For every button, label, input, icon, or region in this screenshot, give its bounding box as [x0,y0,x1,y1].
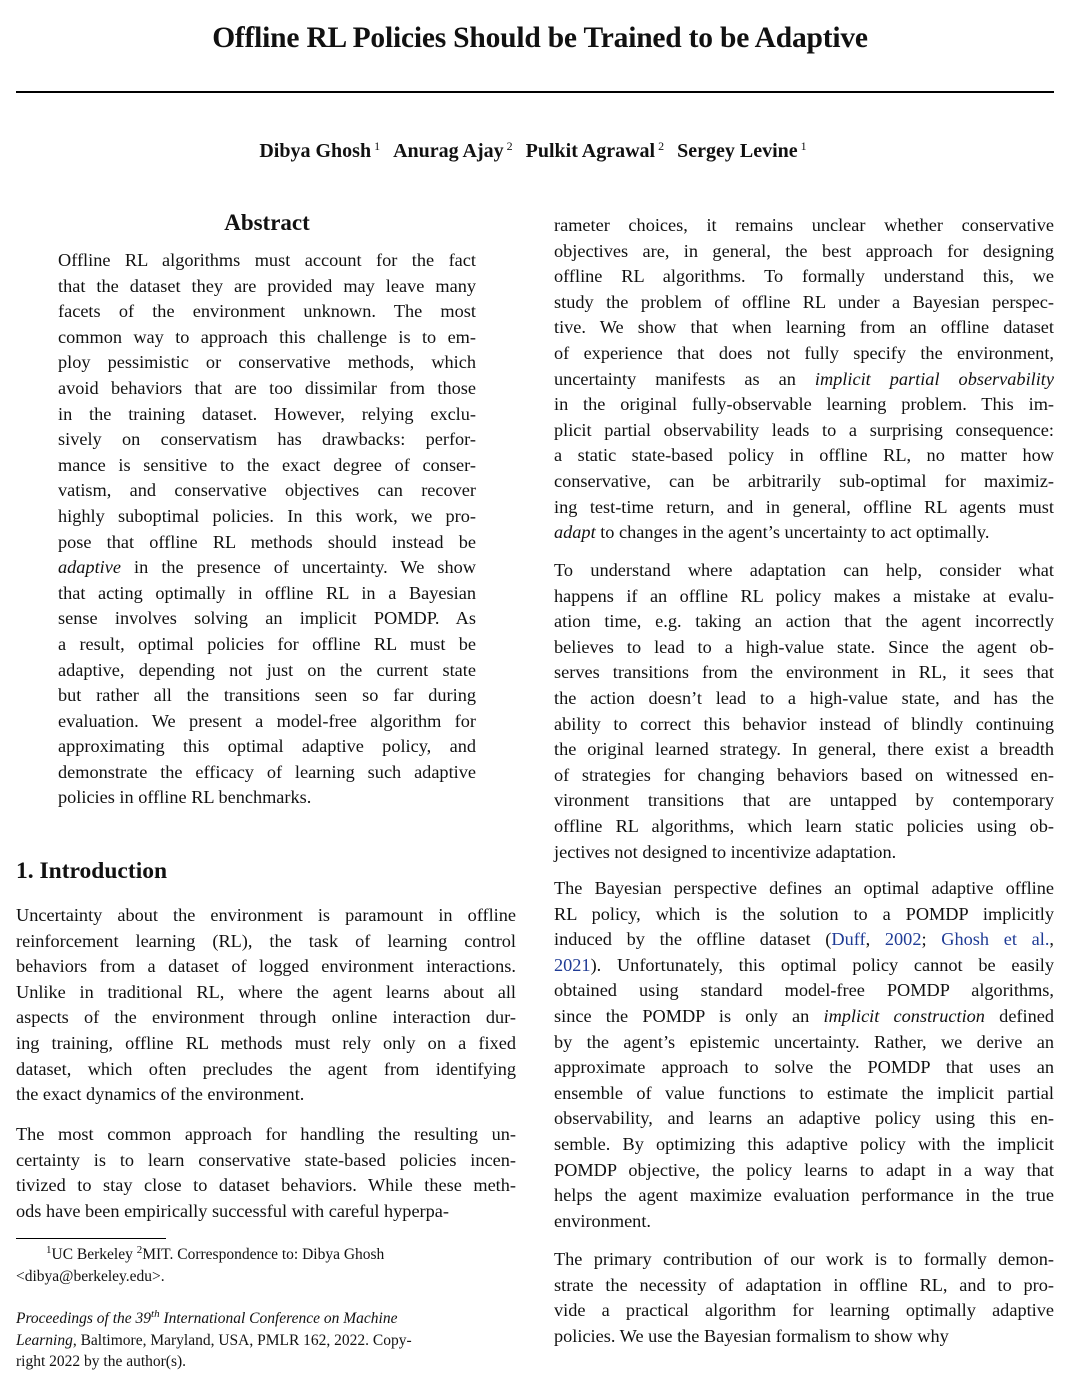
text-line: highly suboptimal policies. In this work, we pro- [58,505,476,526]
affiliation-footnote: $^1$UC Berkeley $^2$MIT. Correspondence to: Dibya Ghosh <dibya@berkeley.edu>. [16,1240,516,1287]
text-line: Unlike in traditional RL, where the agent learns about all [16,981,516,1002]
author-name: Pulkit Agrawal [525,140,656,162]
text-line: a result, optimal policies for offline RL must be [58,633,476,654]
text-line: behaviors from a dataset of logged environment interactions. [16,956,516,977]
text-line: a static state-based policy in offline RL, no matter how [554,445,1054,466]
affiliation-2: MIT. Correspondence to: Dibya Ghosh [142,1246,385,1263]
text-line: adaptive, depending not just on the current state [58,659,476,680]
text-line: policies in offline RL benchmarks. [58,787,312,808]
body-paragraph [554,558,1054,865]
text-line: of strategies for changing behaviors based on witnessed en- [554,764,1054,785]
author [393,140,513,162]
footnote-rule [16,1238,166,1239]
text-line: happens if an offline RL policy makes a mistake at evalu- [554,585,1054,606]
text-line: ods have been empirically successful with careful hyperpa- [16,1200,449,1221]
author-affiliation: 1 [800,139,807,153]
text-line: study the problem of offline RL under a Bayesian perspec- [554,291,1054,312]
text-line: vide a practical algorithm for learning optimally adaptive [554,1300,1054,1321]
affiliation-1: UC Berkeley [51,1246,133,1263]
author [677,140,807,162]
text-line: The most common approach for handling the resulting un- [16,1124,516,1144]
text-line: aspects of the environment through online interaction dur- [16,1007,516,1028]
introduction-paragraph [16,903,516,1108]
text-line: certainty is to learn conservative state-based policies incen- [16,1149,516,1170]
text-line: rameter choices, it remains unclear whether conservative [554,215,1054,235]
text-line: facets of the environment unknown. The most [58,301,476,322]
text-line: the action doesn’t lead to a high-value state, and has the [554,687,1054,708]
citation-link[interactable]: Duff [831,929,866,950]
text-line: the exact dynamics of the environment. [16,1084,305,1105]
text-line: sively on conservatism has drawbacks: perfor- [58,429,476,450]
text-line: strate the necessity of adaptation in offline RL, and to pro- [554,1274,1054,1295]
author [259,140,380,162]
text-line: that the dataset they are provided may leave many [58,275,476,296]
text-line: believes to lead to a high-value state. Since the agent ob- [554,636,1054,657]
text-line: approximate approach to solve the POMDP that uses an [554,1057,1054,1078]
paper-title: Offline RL Policies Should be Trained to be Adaptive [212,22,868,54]
text-line: reinforcement learning (RL), the task of learning control [16,930,516,951]
text-line: plicit partial observability leads to a surprising consequence: [554,419,1054,440]
text-line: To understand where adaptation can help, consider what [554,560,1054,580]
author-list [0,139,1066,163]
author-affiliation: 2 [506,139,513,153]
text-line: vironment transitions that are untapped by contemporary [554,790,1054,811]
text-line: conservative, can be arbitrarily sub-optimal for maximiz- [554,470,1054,491]
author-name: Dibya Ghosh [259,140,372,162]
text-line: ing test-time return, and in general, offline RL agents must [554,496,1054,517]
text-line: but rather all the transitions seen so far during [58,685,476,706]
emphasis: adaptive [58,557,121,578]
text-line: in the training dataset. However, relying exclu- [58,403,476,424]
text-line: vatism, and conservative objectives can recover [58,480,476,501]
text-line: evaluation. We present a model-free algorithm for [58,710,476,731]
text-line: Offline RL algorithms must account for the fact [58,250,476,270]
text-line: in the original fully-observable learning problem. This im- [554,394,1054,415]
abstract-heading: Abstract [224,210,310,235]
text-line: 2021). Unfortunately, this optimal policy cannot be easily [554,954,1054,975]
text-line: common way to approach this challenge is to em- [58,326,476,347]
text-line: by the agent’s epistemic uncertainty. Rather, we derive an [554,1031,1054,1052]
author-affiliation: 1 [374,139,381,153]
text-line: tive. We show that when learning from an offline dataset [554,317,1054,338]
text-line: ensemble of value functions to estimate the implicit partial [554,1082,1054,1103]
text-line: that acting optimally in offline RL in a Bayesian [58,582,476,603]
text-line: POMDP objective, the policy learns to adapt in a way that [554,1159,1054,1180]
text-line: pose that offline RL methods should instead be [58,531,476,552]
text-line: since the POMDP is only an implicit construction defined [554,1005,1054,1026]
body-paragraph [554,1247,1054,1349]
text-line: serves transitions from the environment in RL, it sees that [554,662,1054,683]
text-line: adapt to changes in the agent’s uncertainty to act optimally. [554,522,990,543]
text-line: ation time, e.g. taking an action that the agent incorrectly [554,611,1054,632]
text-line: ability to correct this behavior instead of blindly continuing [554,713,1054,734]
text-line: approximating this optimal adaptive policy, and [58,736,476,757]
text-line: helps the agent maximize evaluation performance in the true [554,1185,1054,1206]
text-line: Uncertainty about the environment is paramount in offline [16,905,516,925]
author-name: Anurag Ajay [393,140,504,162]
text-line: of experience that does not fully specify the environment, [554,342,1054,363]
text-line: offline RL algorithms, which learn static policies using ob- [554,815,1054,836]
author-affiliation: 2 [658,139,665,153]
text-line: The primary contribution of our work is to formally demon- [554,1249,1054,1269]
emphasis: adapt [554,522,596,543]
correspondence-email: <dibya@berkeley.edu>. [16,1267,165,1285]
text-line: adaptive in the presence of uncertainty. We show [58,557,476,578]
text-line: tivized to stay close to dataset behaviors. While these meth- [16,1175,516,1196]
text-line: uncertainty manifests as an implicit partial observability [554,368,1054,389]
copyright-line: right 2022 by the author(s). [16,1353,187,1370]
body-paragraph [554,876,1054,1234]
text-line: ploy pessimistic or conservative methods, which [58,352,476,373]
text-line: the original learned strategy. In general, there exist a breadth [554,739,1054,760]
text-line: objectives are, in general, the best approach for designing [554,240,1054,261]
emphasis: implicit construction [823,1005,985,1026]
introduction-paragraph [16,1122,516,1224]
text-line: avoid behaviors that are too dissimilar from those [58,377,476,398]
text-line: semble. By optimizing this adaptive policy with the implicit [554,1133,1054,1154]
body-paragraph [554,213,1054,546]
text-line: induced by the offline dataset (Duff, 2002; Ghosh et al., [554,929,1054,950]
text-line: offline RL algorithms. To formally understand this, we [554,266,1054,287]
author-name: Sergey Levine [677,140,798,162]
citation-link[interactable]: 2002 [884,929,922,950]
proceedings-venue: Proceedings of the 39 [16,1310,152,1327]
text-line: mance is sensitive to the exact degree of conser- [58,454,476,475]
text-line: The Bayesian perspective defines an optimal adaptive offline [554,878,1054,898]
text-line: obtained using standard model-free POMDP algorithms, [554,980,1054,1001]
author [526,140,664,162]
text-line: RL policy, which is the solution to a POMDP implicitly [554,903,1054,924]
text-line: jectives not designed to incentivize adaptation. [554,841,897,862]
emphasis: implicit partial observability [814,368,1054,389]
title-rule [16,91,1054,93]
text-line: demonstrate the efficacy of learning such adaptive [58,761,476,782]
introduction-heading: 1. Introduction [16,858,168,884]
text-line: dataset, which often precludes the agent from identifying [16,1058,516,1079]
citation-link[interactable]: 2021 [554,954,591,975]
text-line: environment. [554,1210,651,1231]
text-line: policies. We use the Bayesian formalism to show why [554,1325,949,1346]
text-line: sense involves solving an implicit POMDP. As [58,608,476,629]
proceedings-note: Proceedings of the 39th International Conference on Machine Learning, Baltimore, Maryland, USA, PMLR 162, 2022. Copy- right 2022 by the author(s). [16,1304,516,1373]
text-line: observability, and learns an adaptive policy using this en- [554,1108,1054,1129]
citation-link[interactable]: Ghosh et al. [941,929,1050,950]
text-line: ing training, offline RL methods must rely only on a fixed [16,1032,516,1053]
abstract-text [58,248,476,811]
